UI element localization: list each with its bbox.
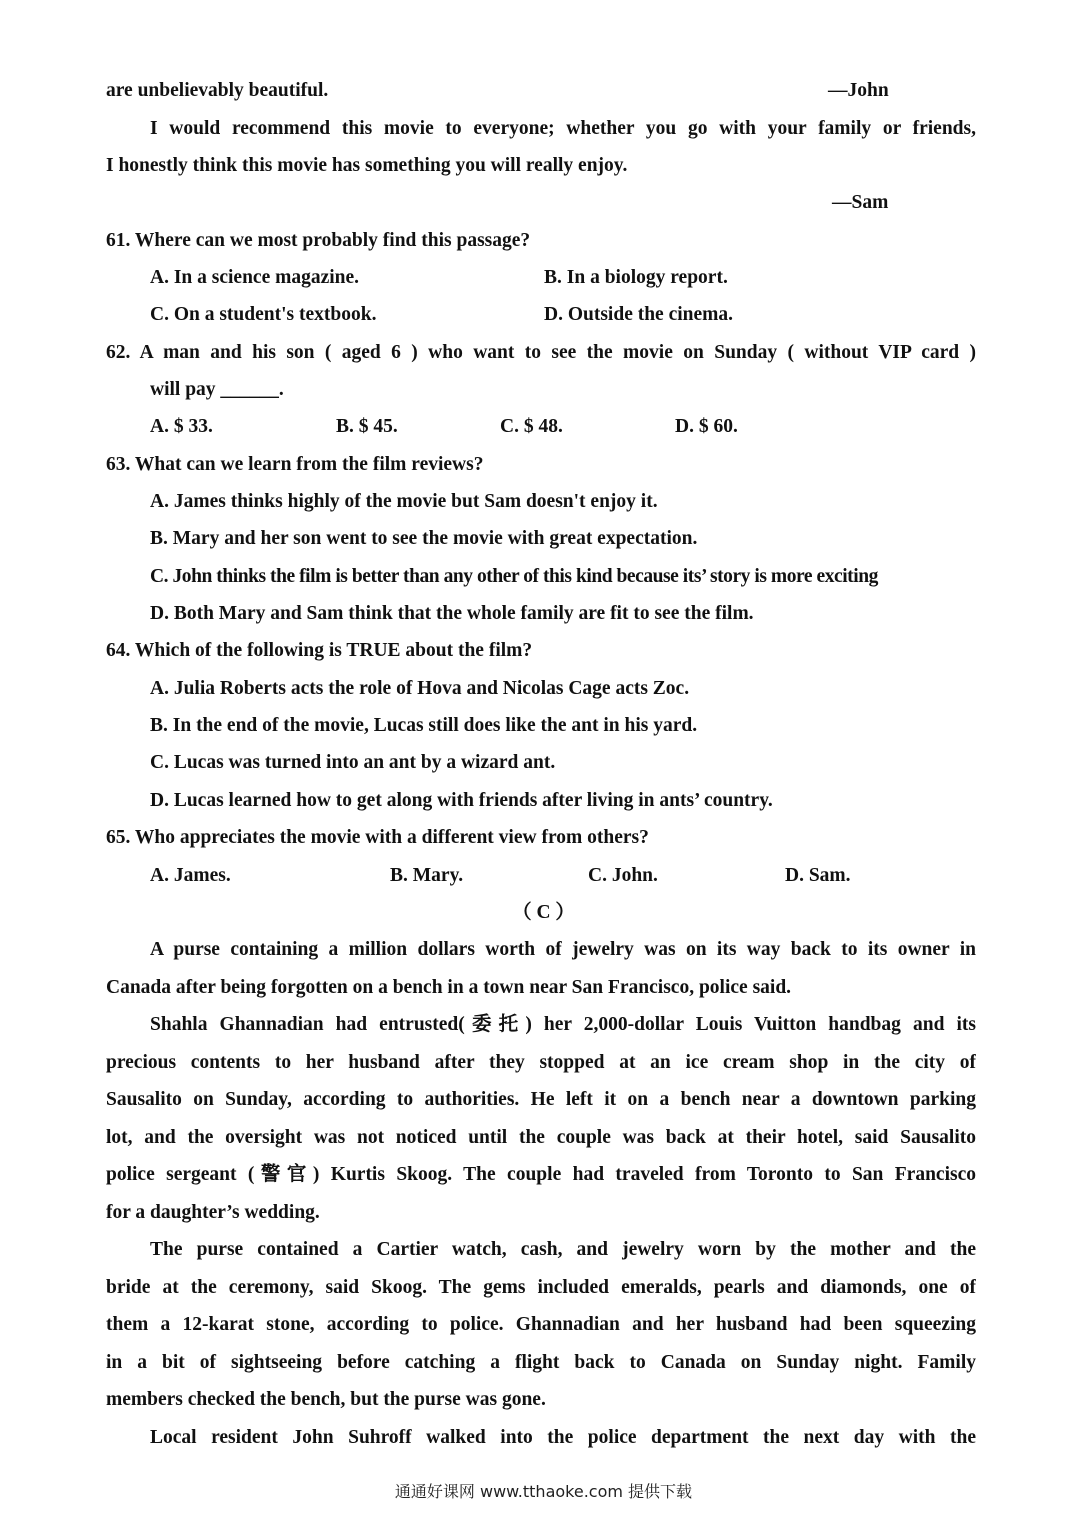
question-61-option-d: D. Outside the cinema.	[544, 304, 734, 325]
passage-line: The purse contained a Cartier watch, cash, and jewelry worn by the mother and the	[150, 1239, 976, 1260]
passage-line: Shahla Ghannadian had entrusted(委托) her 2,000-dollar Louis Vuitton handbag and its	[150, 1014, 976, 1035]
question-64-option-b: B. In the end of the movie, Lucas still does like the ant in his yard.	[150, 715, 698, 736]
question-62-stem-line: will pay ______.	[150, 379, 284, 400]
question-65-option-d: D. Sam.	[785, 865, 851, 886]
question-61-option-a: A. In a science magazine.	[150, 267, 360, 288]
passage-line: Canada after being forgotten on a bench in a town near San Francisco, police said.	[106, 976, 792, 998]
passage-line: them a 12-karat stone, according to police. Ghannadian and her husband had been squeezing	[106, 1314, 976, 1335]
question-65-stem: 65. Who appreciates the movie with a different view from others?	[106, 827, 649, 848]
section-c-passage	[106, 931, 976, 1456]
passage-line: precious contents to her husband after they stopped at an ice cream shop in the city of	[106, 1051, 976, 1073]
passage-line: Local resident John Suhroff walked into the police department the next day with the	[150, 1426, 976, 1448]
passage-line: A purse containing a million dollars worth of jewelry was on its way back to its owner in	[150, 939, 976, 960]
passage-line: Sausalito on Sunday, according to authorities. He left it on a bench near a downtown parking	[106, 1089, 976, 1110]
question-61-stem: 61. Where can we most probably find this passage?	[106, 230, 531, 251]
question-62-option-c: C. $ 48.	[500, 416, 563, 437]
question-62-option-b: B. $ 45.	[336, 416, 398, 437]
question-63-option-a: A. James thinks highly of the movie but Sam doesn't enjoy it.	[150, 491, 658, 512]
question-63-option-d: D. Both Mary and Sam think that the whole family are fit to see the film.	[150, 603, 754, 624]
page-footer: 通通好课网 www.tthaoke.com 提供下载	[394, 1482, 693, 1501]
question-61-option-c: C. On a student's textbook.	[150, 304, 377, 325]
review-text-line: I would recommend this movie to everyone; whether you go with your family or friends,	[150, 117, 976, 139]
question-63-stem: 63. What can we learn from the film reviews?	[106, 454, 484, 475]
question-65-option-b: B. Mary.	[390, 865, 464, 886]
signature-sam: —Sam	[832, 192, 889, 213]
question-64-option-c: C. Lucas was turned into an ant by a wizard ant.	[150, 752, 556, 773]
passage-line: for a daughter’s wedding.	[106, 1201, 320, 1223]
question-62-option-d: D. $ 60.	[675, 416, 738, 437]
section-c-heading: （ C ）	[512, 902, 575, 923]
passage-line: in a bit of sightseeing before catching a flight back to Canada on Sunday night. Family	[106, 1351, 976, 1373]
question-65-option-a: A. James.	[150, 865, 231, 886]
review-text-line: I honestly think this movie has something you will really enjoy.	[106, 155, 628, 176]
question-63-option-b: B. Mary and her son went to see the movie with great expectation.	[150, 528, 698, 549]
review-text-line: are unbelievably beautiful.	[106, 80, 329, 101]
question-62-option-a: A. $ 33.	[150, 416, 213, 437]
passage-line: lot, and the oversight was not noticed until the couple was back at their hotel, said Sausalito	[106, 1126, 976, 1148]
passage-line: police sergeant (警官) Kurtis Skoog. The couple had traveled from Toronto to San Francisco	[106, 1164, 976, 1185]
question-64-option-d: D. Lucas learned how to get along with friends after living in ants’ country.	[150, 790, 773, 811]
passage-line: members checked the bench, but the purse was gone.	[106, 1389, 546, 1410]
question-64-stem: 64. Which of the following is TRUE about the film?	[106, 640, 533, 661]
question-64-option-a: A. Julia Roberts acts the role of Hova and Nicolas Cage acts Zoc.	[150, 678, 690, 699]
passage-line: bride at the ceremony, said Skoog. The gems included emeralds, pearls and diamonds, one of	[106, 1276, 976, 1298]
question-65-option-c: C. John.	[588, 865, 658, 886]
signature-john: —John	[828, 80, 889, 101]
question-61-option-b: B. In a biology report.	[544, 267, 728, 288]
question-62-stem	[106, 334, 976, 372]
question-62-stem-line: 62. A man and his son ( aged 6 ) who want to see the movie on Sunday ( without VIP card )	[106, 342, 976, 363]
question-63-option-c: C. John thinks the film is better than any other of this kind because its’ story is more exciting	[150, 566, 878, 587]
